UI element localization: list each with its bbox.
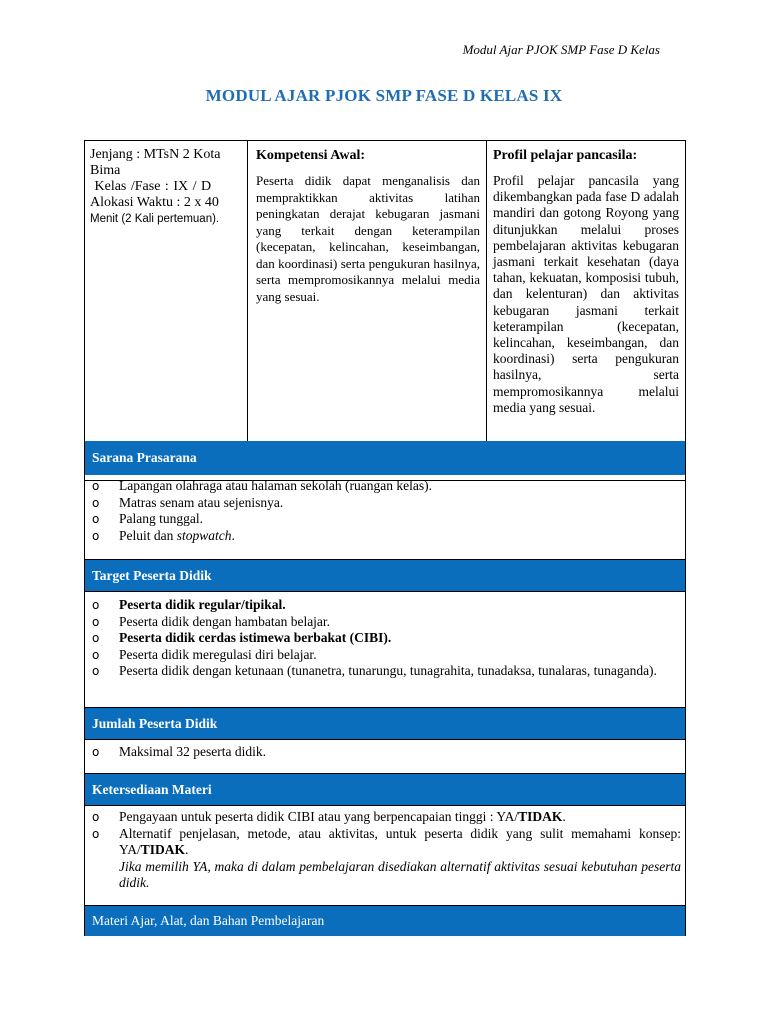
list-item: o Peserta didik dengan ketunaan (tunanetra, tunarungu, tunagrahita, tunadaksa, tunalaras, tunaganda). [92, 663, 657, 678]
list-item: o Peserta didik regular/tipikal. [92, 597, 286, 612]
info-row [85, 141, 685, 441]
sarana-list [85, 478, 685, 544]
document-title: MODUL AJAR PJOK SMP FASE D KELAS IX [205, 86, 563, 105]
bullet-icon: o [92, 479, 100, 493]
bullet-icon: o [92, 826, 100, 841]
jumlah-list [85, 744, 685, 761]
list-item: o Pengayaan untuk peserta didik CIBI atau yang berpencapaian tinggi : YA/TIDAK. [92, 809, 566, 824]
jenjang-text: Jenjang : MTsN 2 Kota Bima [90, 147, 221, 178]
kompetensi-text: Peserta didik dapat menganalisis dan mempraktikkan aktivitas latihan peningkatan derajat kebugaran jasmani yang terkait dengan keterampilan (kecepatan, kelincahan, keseimbangan, dan koordinasi) serta pengukuran hasilnya, serta mempromosikannya melalui media yang sesuai. [256, 173, 480, 304]
list-item: o Alternatif penjelasan, metode, atau aktivitas, untuk peserta didik yang sulit memahami konsep: YA/TIDAK. Jika memilih YA, maka di dalam pembelajaran disediakan alternatif aktivitas sesuai kebutuhan peserta didik. [92, 825, 681, 890]
bullet-icon: o [92, 745, 100, 759]
profil-heading: Profil pelajar pancasila: [493, 148, 638, 163]
list-item: o Maksimal 32 peserta didik. [92, 744, 266, 759]
sarana-heading: Sarana Prasarana [92, 450, 197, 465]
jumlah-band [85, 708, 685, 739]
kompetensi-cell [247, 141, 486, 441]
bullet-icon: o [92, 631, 100, 645]
bullet-icon: o [92, 614, 100, 629]
divider [85, 805, 685, 806]
module-table [84, 140, 686, 936]
bullet-icon: o [92, 512, 100, 526]
kompetensi-heading: Kompetensi Awal: [256, 148, 366, 163]
ketersediaan-list [85, 809, 685, 892]
materi-band [85, 906, 685, 936]
divider [85, 739, 685, 740]
ketersediaan-heading: Ketersediaan Materi [92, 781, 212, 797]
bullet-icon: o [92, 810, 100, 824]
sarana-band [85, 441, 685, 475]
bullet-icon: o [92, 495, 100, 510]
bullet-icon: o [92, 528, 100, 543]
list-item: o Lapangan olahraga atau halaman sekolah (ruangan kelas). [92, 478, 432, 493]
target-list [85, 597, 685, 680]
profil-cell [486, 141, 685, 441]
list-item: o Palang tunggal. [92, 511, 203, 526]
profil-text: Profil pelajar pancasila yang dikembangkan pada fase D adalah mandiri dan gotong Royong yang ditunjukkan melalui proses pembelajaran aktivitas kebugaran jasmani terkait kesehatan (daya tahan, kekuatan, komposisi tubuh, dan kelenturan) dan aktivitas kebugaran jasmani terkait keterampilan (kecepatan, kelincahan, keseimbangan, dan koordinasi) serta pengukuran hasilnya, serta mempromosikannya melalui media yang sesuai. [493, 173, 679, 415]
bullet-icon: o [92, 664, 100, 678]
list-item: o Peluit dan stopwatch. [92, 527, 235, 543]
list-item: o Peserta didik meregulasi diri belajar. [92, 646, 317, 662]
running-header: Modul Ajar PJOK SMP Fase D Kelas [462, 42, 660, 57]
target-band [85, 560, 685, 591]
list-item: o Matras senam atau sejenisnya. [92, 494, 284, 510]
bullet-icon: o [92, 598, 100, 612]
bullet-icon: o [92, 647, 100, 662]
divider [85, 591, 685, 592]
menit-text: Menit (2 Kali pertemuan). [90, 213, 220, 225]
materi-heading: Materi Ajar, Alat, dan Bahan Pembelajaran [92, 913, 325, 928]
target-heading: Target Peserta Didik [92, 567, 212, 583]
ketersediaan-note: Jika memilih YA, maka di dalam pembelajaran disediakan alternatif aktivitas sesuai kebutuhan peserta didik. [119, 858, 681, 890]
jumlah-heading: Jumlah Peserta Didik [92, 715, 218, 731]
ketersediaan-band [85, 774, 685, 805]
list-item: o Peserta didik dengan hambatan belajar. [92, 613, 331, 629]
kelas-fase-text: Kelas /Fase : IX / D [90, 179, 212, 194]
list-item: o Peserta didik cerdas istimewa berbakat (CIBI). [92, 630, 392, 645]
alokasi-waktu-text: Alokasi Waktu : 2 x 40 [90, 195, 219, 210]
identity-cell [85, 141, 247, 441]
